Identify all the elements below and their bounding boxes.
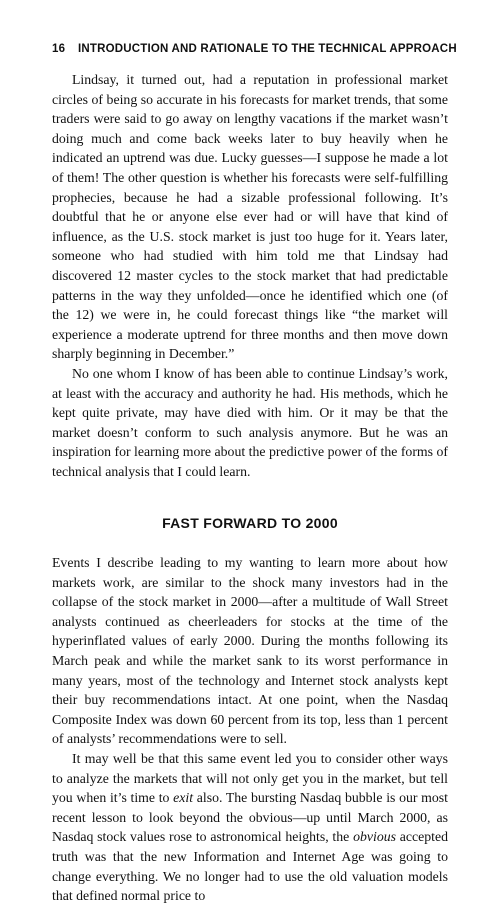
body-text <box>52 70 448 906</box>
paragraph-1: Lindsay, it turned out, had a reputation in professional market circles of being so accurate in his forecasts for market trends, that some traders were said to go away on lengthy vacations if the market wasn’t doing much and come back weeks later to buy heavily when he indicated an uptrend was due. Lucky guesses—I suppose he made a lot of them! The other question is whether his forecasts were self-fulfilling prophecies, because he had a sizable professional following. It’s doubtful that he or anyone else ever had or will have that kind of influence, as the U.S. stock market is just too huge for it. Years later, someone who had studied with him told me that Lindsay had discovered 12 master cycles to the stock market that had predictable patterns in the way they unfolded—once he identified which one (of the 12) we were in, he could forecast things like “the market will experience a moderate uptrend for three months and then move down sharply beginning in December.” <box>52 72 448 362</box>
paragraph-3: Events I describe leading to my wanting to learn more about how markets work, are similar to the shock many investors had in the collapse of the stock market in 2000—after a multitude of Wall Street analysts continued as cheerleaders for stocks at the time of the hyperinflated values of early 2000. During the months following its March peak and while the market sank to its worst performance in many years, most of the technology and Internet stock analysts kept their buy recommendations intact. At one point, when the Nasdaq Composite Index was down 60 percent from its top, less than 1 percent of analysts’ recommendations were to sell. <box>52 555 448 747</box>
chapter-title: INTRODUCTION AND RATIONALE TO THE TECHNICAL APPROACH <box>78 43 457 55</box>
paragraph-2: No one whom I know of has been able to continue Lindsay’s work, at least with the accuracy and authority he had. His methods, which he kept quite private, may have died with him. Or it may be that the market doesn’t conform to such analysis anymore. But he was an inspiration for learning more about the predictive power of the forms of technical analysis that I could learn. <box>52 365 448 479</box>
page-number: 16 <box>52 43 66 55</box>
emphasis-obvious: obvious <box>353 829 396 845</box>
running-head <box>52 43 457 55</box>
paragraph-4 <box>52 749 448 906</box>
paragraph-4-part-a: It may well be that this same event led you to consider other ways to analyze the markets that will not only get you in the market, but tell you when it’s time to <box>52 751 448 806</box>
paragraph-4-part-b: also. The bursting Nasdaq bubble is our most recent lesson to look beyond the obvious—up until March 2000, as Nasdaq stock values rose to astronomical heights, the <box>52 790 449 845</box>
paragraph-4-part-c: accepted truth was that the new Information and Internet Age was going to change everything. We no longer had to use the old valuation models that defined normal price to <box>52 829 449 904</box>
section-heading: FAST FORWARD TO 2000 <box>162 515 338 532</box>
emphasis-exit: exit <box>173 790 194 806</box>
